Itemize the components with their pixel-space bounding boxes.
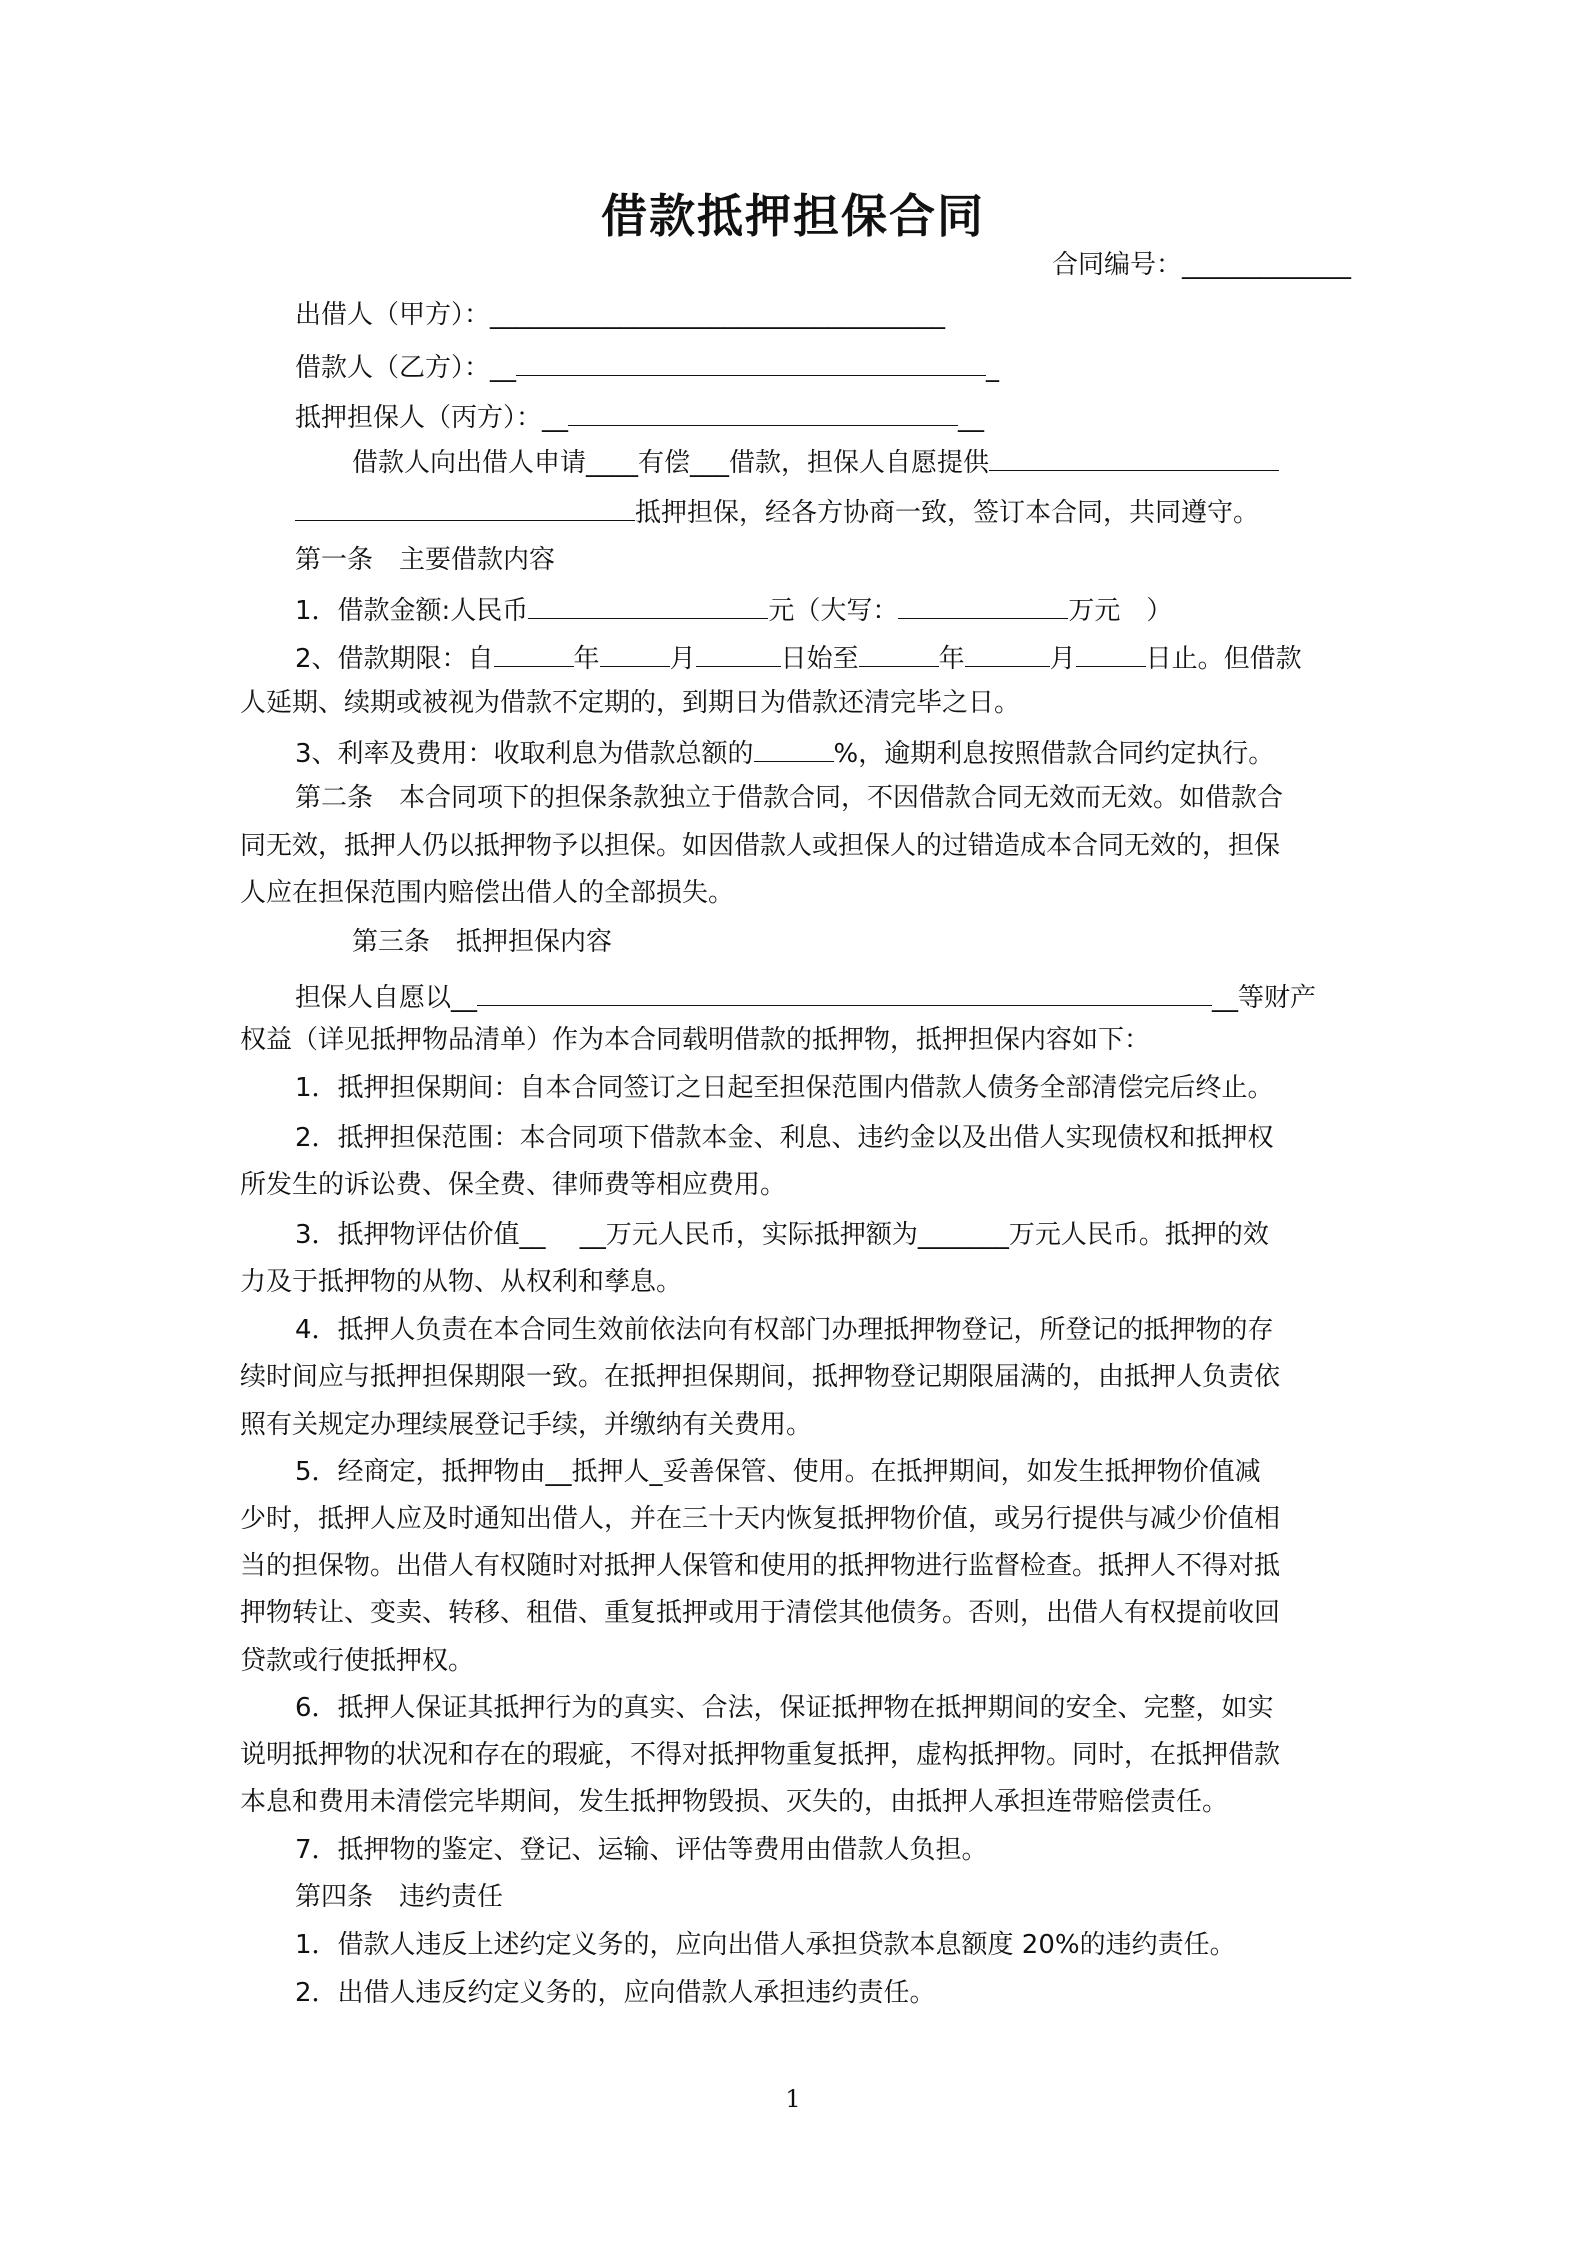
article-3-2: 等财产	[1238, 983, 1317, 1013]
intro-1: 借款人向出借人申请	[352, 448, 587, 478]
guarantor-blank-b: __	[958, 403, 985, 433]
clause-3-3b: 万元人民币，实际抵押额为	[605, 1220, 918, 1250]
text-line	[240, 683, 1020, 723]
text-line	[295, 1973, 936, 2013]
amount-words-unit: 万元 ）	[1068, 596, 1173, 626]
term-6: 月	[1049, 644, 1076, 674]
fill-in-blank	[295, 490, 635, 521]
clause-3-3-blank-a: __ __	[519, 1220, 606, 1250]
lender-label: 出借人（甲方）：	[295, 300, 491, 330]
article-1-heading: 第一条 主要借款内容	[295, 545, 556, 575]
clause-4-2: 2．出借人违反约定义务的，应向借款人承担违约责任。	[295, 1978, 936, 2008]
text-line	[295, 1452, 1261, 1492]
text-line	[295, 588, 1172, 628]
term-5: 年	[938, 644, 965, 674]
article-2-3: 人应在担保范围内赔偿出借人的全部损失。	[240, 878, 735, 908]
lender-blank: ___________________________________	[490, 300, 946, 330]
clause-3-4c: 照有关规定办理续展登记手续，并缴纳有关费用。	[240, 1410, 813, 1440]
fill-in-blank	[965, 636, 1050, 667]
text-line	[240, 1405, 812, 1445]
clause-3-5d: 当的担保物。出借人有权随时对抵押人保管和使用的抵押物进行监督检查。抵押人不得对抵	[240, 1551, 1281, 1581]
text-line	[240, 873, 734, 913]
page-number: 1	[785, 2085, 801, 2113]
text-line	[295, 345, 999, 385]
fill-in-blank	[859, 636, 939, 667]
article-2-2: 同无效，抵押人仍以抵押物予以担保。如因借款人或担保人的过错造成本合同无效的，担保	[240, 831, 1281, 861]
text-line	[295, 731, 1274, 771]
guarantor-label: 抵押担保人（丙方）：	[295, 403, 543, 433]
text-line	[295, 1925, 1236, 1965]
contract-number: 合同编号：_____________	[1051, 250, 1351, 280]
article-3-blank-a: __	[451, 983, 478, 1013]
article-3-3: 权益（详见抵押物品清单）作为本合同载明借款的抵押物，抵押担保内容如下：	[240, 1025, 1151, 1055]
text-line	[295, 1068, 1274, 1108]
rate-2: %，逾期利息按照借款合同约定执行。	[833, 739, 1275, 769]
clause-3-3c: 万元人民币。抵押的效	[1008, 1220, 1269, 1250]
fill-in-blank	[696, 636, 781, 667]
clause-3-6c: 本息和费用未清偿完毕期间，发生抵押物毁损、灭失的，由抵押人承担连带赔偿责任。	[240, 1787, 1229, 1817]
intro-3: 借款，担保人自愿提供	[729, 448, 990, 478]
clause-3-3d: 力及于抵押物的从物、从权利和孳息。	[240, 1267, 683, 1297]
borrower-blank-b: _	[986, 353, 1000, 383]
article-3-heading: 第三条 抵押担保内容	[352, 927, 613, 957]
clause-3-5c: 少时，抵押人应及时通知出借人，并在三十天内恢复抵押物价值，或另行提供与减少价值相	[240, 1504, 1281, 1534]
clause-3-4a: 4．抵押人负责在本合同生效前依法向有权部门办理抵押物登记，所登记的抵押物的存	[295, 1315, 1274, 1345]
term-1: 2、借款期限：自	[295, 644, 494, 674]
clause-3-2a: 2．抵押担保范围：本合同项下借款本金、利息、违约金以及出借人实现债权和抵押权	[295, 1123, 1274, 1153]
amount-label: 1．借款金额:人民币	[295, 596, 529, 626]
intro-2: 有偿	[638, 448, 691, 478]
clause-3-5-blank: __抵押人_	[545, 1457, 663, 1487]
guarantor-blank-a: __	[542, 403, 569, 433]
fill-in-blank	[528, 588, 768, 619]
clause-4-1: 1．借款人违反上述约定义务的，应向出借人承担贷款本息额度 20%的违约责任。	[295, 1930, 1236, 1960]
clause-3-7: 7．抵押物的鉴定、登记、运输、评估等费用由借款人负担。	[295, 1835, 988, 1865]
clause-3-1: 1．抵押担保期间：自本合同签订之日起至担保范围内借款人债务全部清偿完后终止。	[295, 1073, 1274, 1103]
term-7: 日止。但借款	[1145, 644, 1302, 674]
fill-in-blank	[494, 636, 574, 667]
clause-3-6a: 6．抵押人保证其抵押行为的真实、合法，保证抵押物在抵押期间的安全、完整，如实	[295, 1693, 1274, 1723]
term-8: 人延期、续期或被视为借款不定期的，到期日为借款还清完毕之日。	[240, 688, 1021, 718]
intro-4: 抵押担保，经各方协商一致，签订本合同，共同遵守。	[635, 498, 1260, 528]
fill-in-blank	[898, 588, 1068, 619]
text-line	[240, 1593, 1280, 1633]
fill-in-blank	[754, 731, 834, 762]
fill-in-blank	[516, 345, 986, 376]
text-line	[240, 1641, 474, 1681]
text-line	[295, 636, 1302, 676]
term-3: 月	[669, 644, 696, 674]
term-2: 年	[573, 644, 600, 674]
clause-3-3-blank-b: _______	[917, 1220, 1009, 1250]
text-line	[295, 1310, 1274, 1350]
amount-words-label: 元（大写：	[768, 596, 899, 626]
text-line	[295, 1688, 1274, 1728]
article-4-heading: 第四条 违约责任	[295, 1882, 504, 1912]
rate-1: 3、利率及费用：收取利息为借款总额的	[295, 739, 754, 769]
article-3-1: 担保人自愿以	[295, 983, 452, 1013]
text-line	[295, 540, 555, 580]
clause-3-5a: 5．经商定，抵押物由	[295, 1457, 546, 1487]
text-line	[295, 1830, 988, 1870]
text-line	[295, 395, 984, 435]
text-line	[240, 1262, 682, 1302]
text-line	[240, 1735, 1280, 1775]
intro-blank-2: ___	[690, 448, 730, 478]
fill-in-blank	[600, 636, 670, 667]
text-line	[295, 975, 1316, 1015]
text-line	[240, 1357, 1280, 1397]
term-4: 日始至	[780, 644, 859, 674]
fill-in-blank	[989, 440, 1279, 471]
borrower-label: 借款人（乙方）：	[295, 353, 491, 383]
text-line	[240, 826, 1280, 866]
text-line	[295, 490, 1259, 530]
clause-3-6b: 说明抵押物的状况和存在的瑕疵，不得对抵押物重复抵押，虚构抵押物。同时，在抵押借款	[240, 1740, 1281, 1770]
fill-in-blank	[568, 395, 958, 426]
text-line	[295, 778, 1283, 818]
text-line	[240, 1782, 1228, 1822]
text-line	[352, 922, 612, 962]
borrower-blank-a: __	[490, 353, 517, 383]
text-line	[240, 1020, 1150, 1060]
clause-3-5f: 贷款或行使抵押权。	[240, 1646, 475, 1676]
fill-in-blank	[1076, 636, 1146, 667]
text-line	[295, 1877, 503, 1917]
text-line	[240, 1499, 1280, 1539]
clause-3-4b: 续时间应与抵押担保期限一致。在抵押担保期间，抵押物登记期限届满的，由抵押人负责依	[240, 1362, 1281, 1392]
clause-3-3a: 3．抵押物评估价值	[295, 1220, 520, 1250]
text-line	[295, 295, 945, 335]
fill-in-blank	[477, 975, 1212, 1006]
clause-3-2b: 所发生的诉讼费、保全费、律师费等相应费用。	[240, 1170, 787, 1200]
text-line	[295, 1215, 1269, 1255]
intro-blank-1: ____	[586, 448, 639, 478]
clause-3-5b: 妥善保管、使用。在抵押期间，如发生抵押物价值减	[662, 1457, 1261, 1487]
text-line	[352, 440, 1279, 480]
text-line	[295, 1118, 1274, 1158]
text-line	[240, 1546, 1280, 1586]
document-title: 借款抵押担保合同	[601, 189, 985, 243]
text-line	[240, 1165, 786, 1205]
clause-3-5e: 押物转让、变卖、转移、租借、重复抵押或用于清偿其他债务。否则，出借人有权提前收回	[240, 1598, 1281, 1628]
article-2-1: 第二条 本合同项下的担保条款独立于借款合同，不因借款合同无效而无效。如借款合	[295, 783, 1284, 813]
article-3-blank-b: __	[1212, 983, 1239, 1013]
